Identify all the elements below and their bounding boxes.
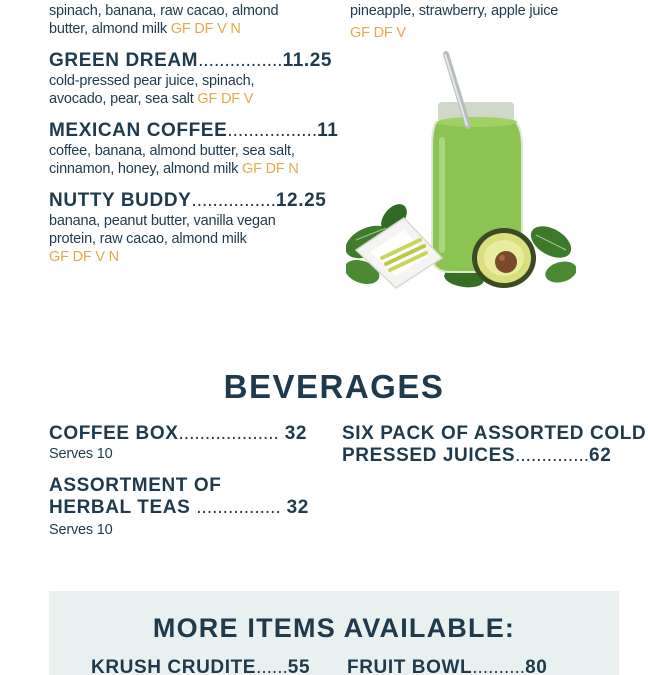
- menu-item-cold-pressed-juices: [342, 423, 647, 467]
- item-title: [49, 190, 327, 212]
- leader-dots: ..........: [472, 657, 526, 675]
- item-description-block: [49, 72, 315, 108]
- item-price: 12.25: [275, 190, 327, 211]
- more-item-krush-crudite: [91, 657, 310, 675]
- dietary-tags: GF DF N: [242, 161, 299, 177]
- leader-dots: ................: [196, 497, 281, 518]
- item-name: GREEN DREAM: [49, 50, 199, 71]
- item-description-block: [49, 142, 315, 178]
- item-description: cold-pressed pear juice, spinach, avocado, pear, sea salt: [49, 73, 255, 107]
- more-items-title: MORE ITEMS AVAILABLE:: [152, 613, 516, 643]
- item-description: coffee, banana, almond butter, sea salt, cinnamon, honey, almond milk: [49, 143, 295, 177]
- item-description: banana, peanut butter, vanilla vegan protein, raw cacao, almond milk: [49, 213, 276, 247]
- leader-dots: ......: [256, 657, 288, 675]
- leader-dots: ..............: [515, 445, 590, 466]
- leader-dots: ................: [198, 50, 283, 71]
- item-title: [49, 50, 333, 72]
- avocado-half: [472, 228, 536, 288]
- menu-item-nutty-buddy: [49, 190, 327, 266]
- item-name: COFFEE BOX: [49, 423, 179, 444]
- item-price: 11: [317, 120, 339, 141]
- dietary-tags: GF DF V N: [170, 21, 241, 37]
- item-name-line1: SIX PACK OF ASSORTED COLD: [342, 423, 647, 444]
- item-price: 32: [284, 423, 308, 444]
- item-title: [342, 445, 632, 467]
- item-name: NUTTY BUDDY: [49, 190, 192, 211]
- green-smoothie-photo: [346, 50, 576, 292]
- section-title-beverages: BEVERAGES: [223, 368, 445, 405]
- item-price: 80: [525, 657, 548, 675]
- item-serves: Serves 10: [49, 522, 113, 538]
- menu-item-herbal-teas: [49, 475, 329, 539]
- more-items-panel: [49, 591, 619, 675]
- dietary-tags: GF DF V N: [49, 249, 119, 265]
- dietary-tags: GF DF V: [197, 91, 254, 107]
- menu-item-green-dream: [49, 50, 333, 108]
- leader-dots: ...................: [178, 423, 279, 444]
- dietary-tags: GF DF V: [350, 25, 406, 41]
- smoothie-continuation-right: [350, 2, 610, 42]
- item-description: spinach, banana, raw cacao, almond butter, almond milk: [49, 3, 279, 37]
- menu-item-coffee-box: [49, 423, 329, 463]
- item-title: [49, 423, 329, 445]
- item-name: KRUSH CRUDITE: [91, 657, 257, 675]
- item-name: FRUIT BOWL: [347, 657, 473, 675]
- leader-dots: .................: [227, 120, 318, 141]
- item-price: 11.25: [282, 50, 333, 71]
- item-price: 62: [589, 445, 612, 466]
- item-serves: Serves 10: [49, 446, 113, 462]
- more-item-fruit-bowl: [347, 657, 547, 675]
- item-title: [49, 497, 329, 519]
- item-name-line1: ASSORTMENT OF: [49, 475, 222, 496]
- item-name: MEXICAN COFFEE: [49, 120, 228, 141]
- item-title: [49, 120, 339, 142]
- item-price: 55: [287, 657, 311, 675]
- item-description: pineapple, strawberry, apple juice: [350, 3, 559, 19]
- item-price: 32: [286, 497, 309, 518]
- menu-item-mexican-coffee: [49, 120, 339, 178]
- leader-dots: ................: [191, 190, 276, 211]
- item-name-line2: PRESSED JUICES: [342, 445, 516, 466]
- smoothie-continuation-left: [49, 2, 314, 38]
- item-name-line2: HERBAL TEAS: [49, 497, 191, 518]
- item-description-block: [49, 212, 315, 266]
